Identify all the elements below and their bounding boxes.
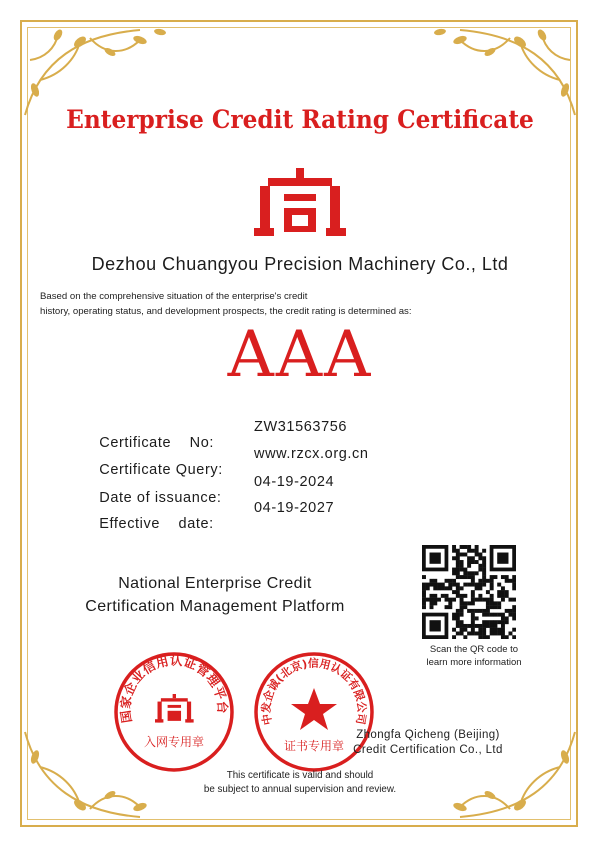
qr-code[interactable] (422, 545, 516, 639)
qr-caption (404, 643, 544, 669)
credit-logo-icon (254, 168, 346, 236)
rating-description (40, 289, 560, 319)
seal-star-icon (291, 688, 337, 730)
issuer-name (328, 728, 528, 758)
seal-left-ring-text: 国家企业信用认证管理平台 (117, 652, 231, 725)
seal-left-bottom-text: 入网专用章 (143, 735, 205, 749)
field-label: Certificate No: (99, 435, 215, 451)
platform-line: National Enterprise Credit (118, 575, 312, 592)
field-label: Date of issuance: (99, 490, 222, 506)
seal-left (112, 650, 236, 774)
platform-name (30, 572, 400, 618)
description-line: history, operating status, and development prospects, the credit rating is determined as: (40, 306, 412, 317)
certificate-title: Enterprise Credit Rating Certificate (66, 105, 534, 134)
seal-right-ring-text: 中发企诚(北京)信用认证有限公司 (259, 656, 369, 726)
seal-right-bottom-text: 证书专用章 (283, 739, 345, 753)
description-line: Based on the comprehensive situation of the enterprise's credit (40, 291, 308, 302)
validity-note (0, 769, 600, 797)
field-value: 04-19-2024 (254, 474, 335, 490)
company-name: Dezhou Chuangyou Precision Machinery Co., Ltd (91, 254, 509, 274)
field-value: 04-19-2027 (254, 500, 335, 516)
field-label: Effective date: (99, 516, 214, 532)
validity-note-line: This certificate is valid and should (226, 770, 374, 781)
qr-caption-line: Scan the QR code to (429, 644, 519, 655)
field-effective-date (90, 500, 335, 548)
issuer-line: Zhongfa Qicheng (Beijing) (356, 729, 500, 741)
field-value: ZW31563756 (254, 419, 348, 435)
qr-caption-line: learn more information (426, 657, 522, 668)
issuer-line: Credit Certification Co., Ltd (353, 744, 503, 756)
field-value: www.rzcx.org.cn (254, 446, 369, 462)
platform-line: Certification Management Platform (85, 598, 345, 615)
field-label: Certificate Query: (99, 462, 223, 478)
credit-rating: AAA (227, 318, 373, 392)
validity-note-line: be subject to annual supervision and review. (203, 784, 397, 795)
